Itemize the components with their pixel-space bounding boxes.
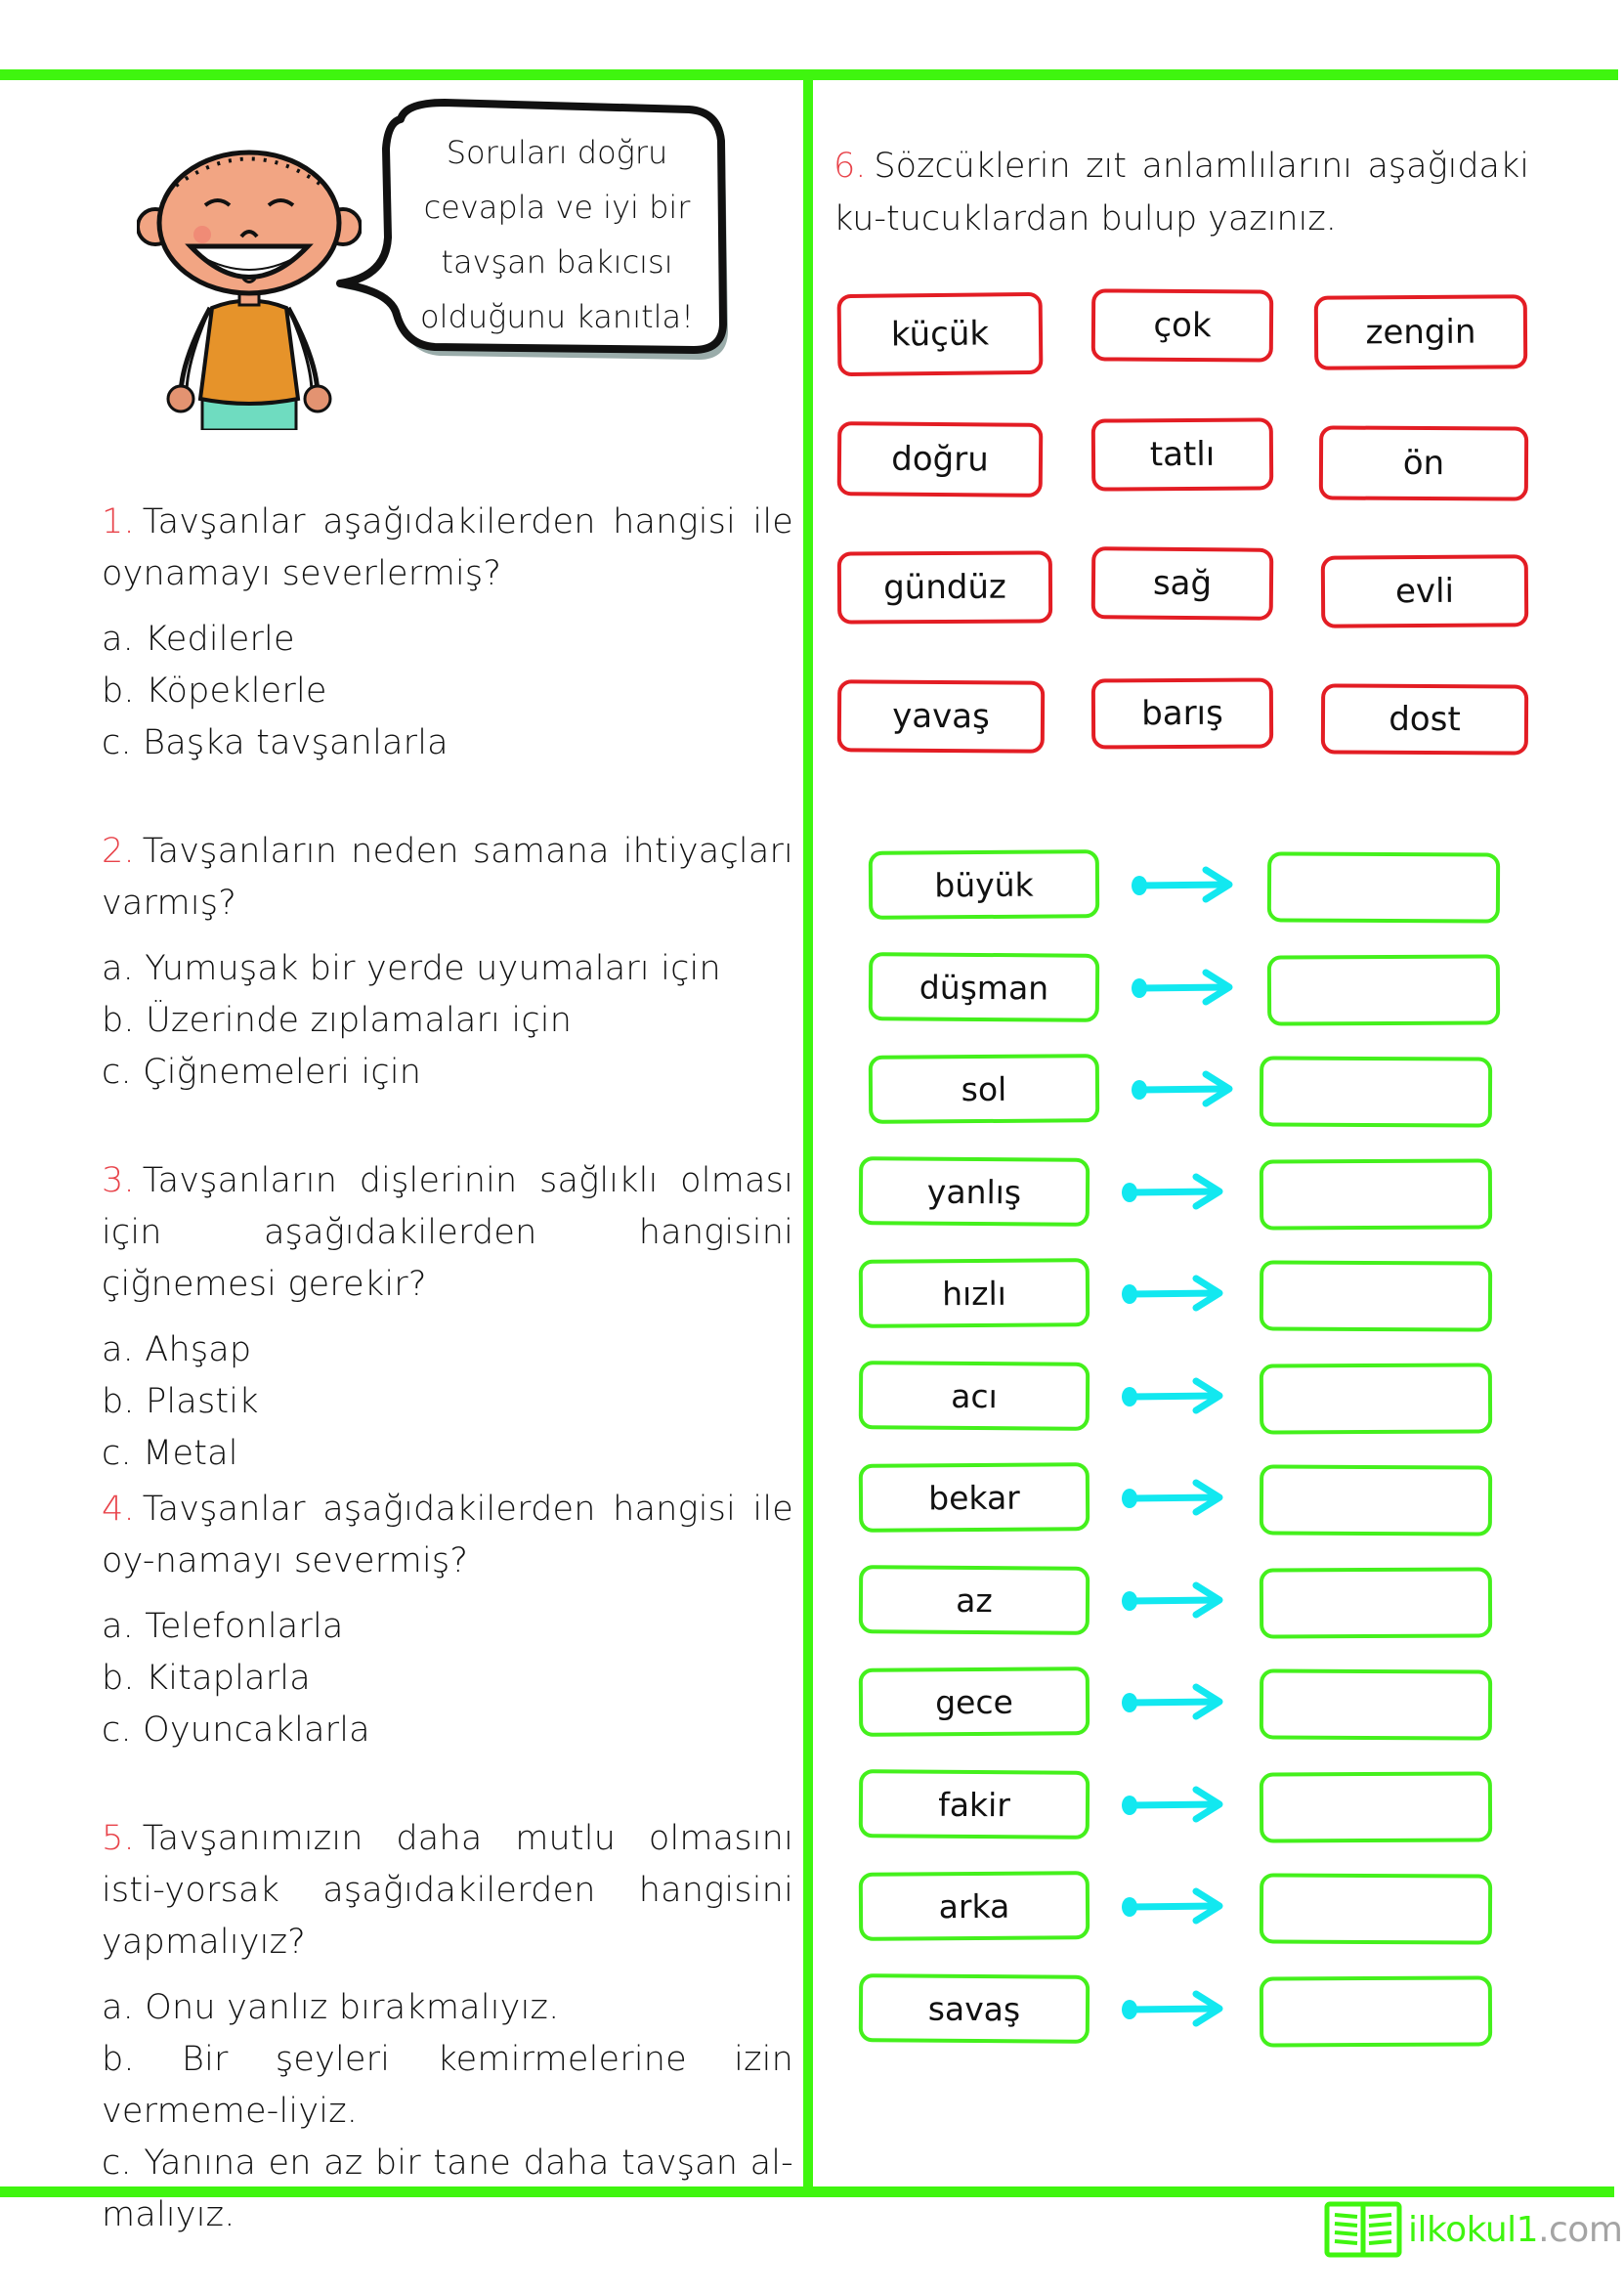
logo-text-domain: .com [1538,2209,1623,2250]
answer-input-box[interactable] [1260,1668,1492,1740]
question-5 [102,1813,793,2241]
arrow-right-icon [1120,1275,1227,1314]
given-word-box: gece [859,1666,1090,1737]
given-word-box: hızlı [859,1258,1090,1328]
given-word-box: fakir [859,1769,1090,1840]
word-bank-item[interactable]: yavaş [837,679,1046,753]
question-3 [102,1155,793,1480]
answer-input-box[interactable] [1260,1363,1492,1434]
word-bank-item[interactable]: sağ [1091,546,1274,621]
option-a[interactable]: a. Kedilerle [102,620,295,659]
arrow-right-icon [1120,1786,1227,1825]
question-text: Tavşanımızın daha mutlu olmasını isti-yorsak aşağıdakilerden hangisini yapmalıyız? [102,1819,793,1962]
arrow-right-icon [1130,866,1237,905]
arrow-right-icon [1120,1683,1227,1722]
option-a[interactable]: a. Yumuşak bir yerde uyumaları için [102,949,721,988]
question-stem [102,1484,793,1587]
speech-bubble-text [410,125,704,344]
option-b[interactable]: b. Köpeklerle [102,671,327,711]
answer-input-box[interactable] [1260,1158,1492,1230]
question-number: 2. [102,832,135,871]
question-stem [102,826,793,930]
arrow-right-icon [1120,1479,1227,1518]
answer-input-box[interactable] [1260,1975,1492,2047]
given-word-box: savaş [859,1973,1090,2044]
answer-input-box[interactable] [1260,1771,1492,1842]
option-b[interactable]: b. Üzerinde zıplamaları için [102,1001,573,1040]
question-text: Tavşanlar aşağıdakilerden hangisi ile oynamayı severlermiş? [102,502,793,593]
word-bank-item[interactable]: ön [1319,425,1528,500]
option-c[interactable]: c. Metal [102,1434,238,1473]
given-word-box: düşman [869,952,1099,1022]
word-bank-item[interactable]: doğru [837,421,1044,498]
cartoon-boy-illustration [137,137,362,430]
arrow-right-icon [1120,1990,1227,2029]
option-c[interactable]: c. Başka tavşanlarla [102,723,449,762]
given-word-box: arka [859,1871,1090,1941]
question-stem [102,497,793,600]
option-c[interactable]: c. Yanına en az bir tane daha tavşan al-malıyız. [102,2143,793,2234]
speech-line: tavşan bakıcısı [441,243,673,281]
option-b[interactable]: b. Bir şeyleri kemirmelerine izin vermeme-liyiz. [102,2040,793,2131]
given-word-box: yanlış [859,1156,1090,1227]
question-number: 5. [102,1819,135,1858]
word-bank-item[interactable]: çok [1091,288,1274,362]
speech-line: cevapla ve iyi bir [423,189,691,226]
answer-input-box[interactable] [1260,1056,1492,1127]
given-word-box: acı [859,1361,1090,1431]
answer-input-box[interactable] [1267,954,1500,1025]
arrow-right-icon [1120,1377,1227,1416]
answer-input-box[interactable] [1267,851,1500,923]
option-a[interactable]: a. Onu yanlız bırakmalıyız. [102,1988,560,2027]
answer-input-box[interactable] [1260,1260,1492,1331]
logo-text-brand: ilkokul1 [1408,2209,1539,2250]
question-number: 1. [102,502,135,541]
option-a[interactable]: a. Telefonlarla [102,1607,344,1646]
answer-input-box[interactable] [1260,1567,1492,1638]
word-bank-item[interactable]: gündüz [837,550,1052,624]
word-bank-item[interactable]: tatlı [1091,417,1274,491]
question-number: 6. [833,147,867,186]
word-bank-item[interactable]: küçük [837,292,1044,376]
answer-input-box[interactable] [1260,1464,1492,1536]
question-text: Sözcüklerin zıt anlamlılarını aşağıdaki ku-tucuklardan bulup yazınız. [833,147,1529,238]
arrow-right-icon [1130,1070,1237,1109]
question-number: 3. [102,1161,135,1200]
given-word-box: sol [869,1054,1099,1124]
option-a[interactable]: a. Ahşap [102,1330,252,1369]
question-text: Tavşanların neden samana ihtiyaçları varmış? [102,832,793,923]
arrow-right-icon [1120,1887,1227,1926]
given-word-box: bekar [859,1462,1090,1533]
speech-line: Soruları doğru [446,134,668,171]
open-book-icon [1324,2201,1402,2258]
column-divider [803,69,813,2197]
question-4 [102,1484,793,1756]
option-c[interactable]: c. Çiğnemeleri için [102,1053,422,1092]
question-2 [102,826,793,1099]
speech-line: olduğunu kanıtla! [420,298,694,335]
option-b[interactable]: b. Kitaplarla [102,1659,311,1698]
given-word-box: büyük [869,849,1099,920]
word-bank-item[interactable]: evli [1321,554,1529,628]
question-stem [102,1155,793,1311]
option-b[interactable]: b. Plastik [102,1382,259,1421]
question-stem [102,1813,793,1969]
word-bank-item[interactable]: dost [1321,683,1528,755]
answer-input-box[interactable] [1260,1873,1492,1944]
question-1 [102,497,793,769]
question-text: Tavşanlar aşağıdakilerden hangisi ile oy-namayı severmiş? [102,1490,793,1580]
question-number: 4. [102,1490,135,1529]
option-c[interactable]: c. Oyuncaklarla [102,1710,370,1750]
arrow-right-icon [1120,1581,1227,1621]
arrow-right-icon [1120,1173,1227,1212]
given-word-box: az [859,1565,1090,1635]
word-bank-item[interactable]: barış [1091,678,1273,750]
word-bank-item[interactable]: zengin [1314,294,1528,370]
question-text: Tavşanların dişlerinin sağlıklı olması için aşağıdakilerden hangisini çiğnemesi gerekir? [102,1161,793,1304]
question-6 [833,140,1529,245]
site-logo[interactable] [1324,2201,1622,2258]
arrow-right-icon [1130,969,1237,1008]
